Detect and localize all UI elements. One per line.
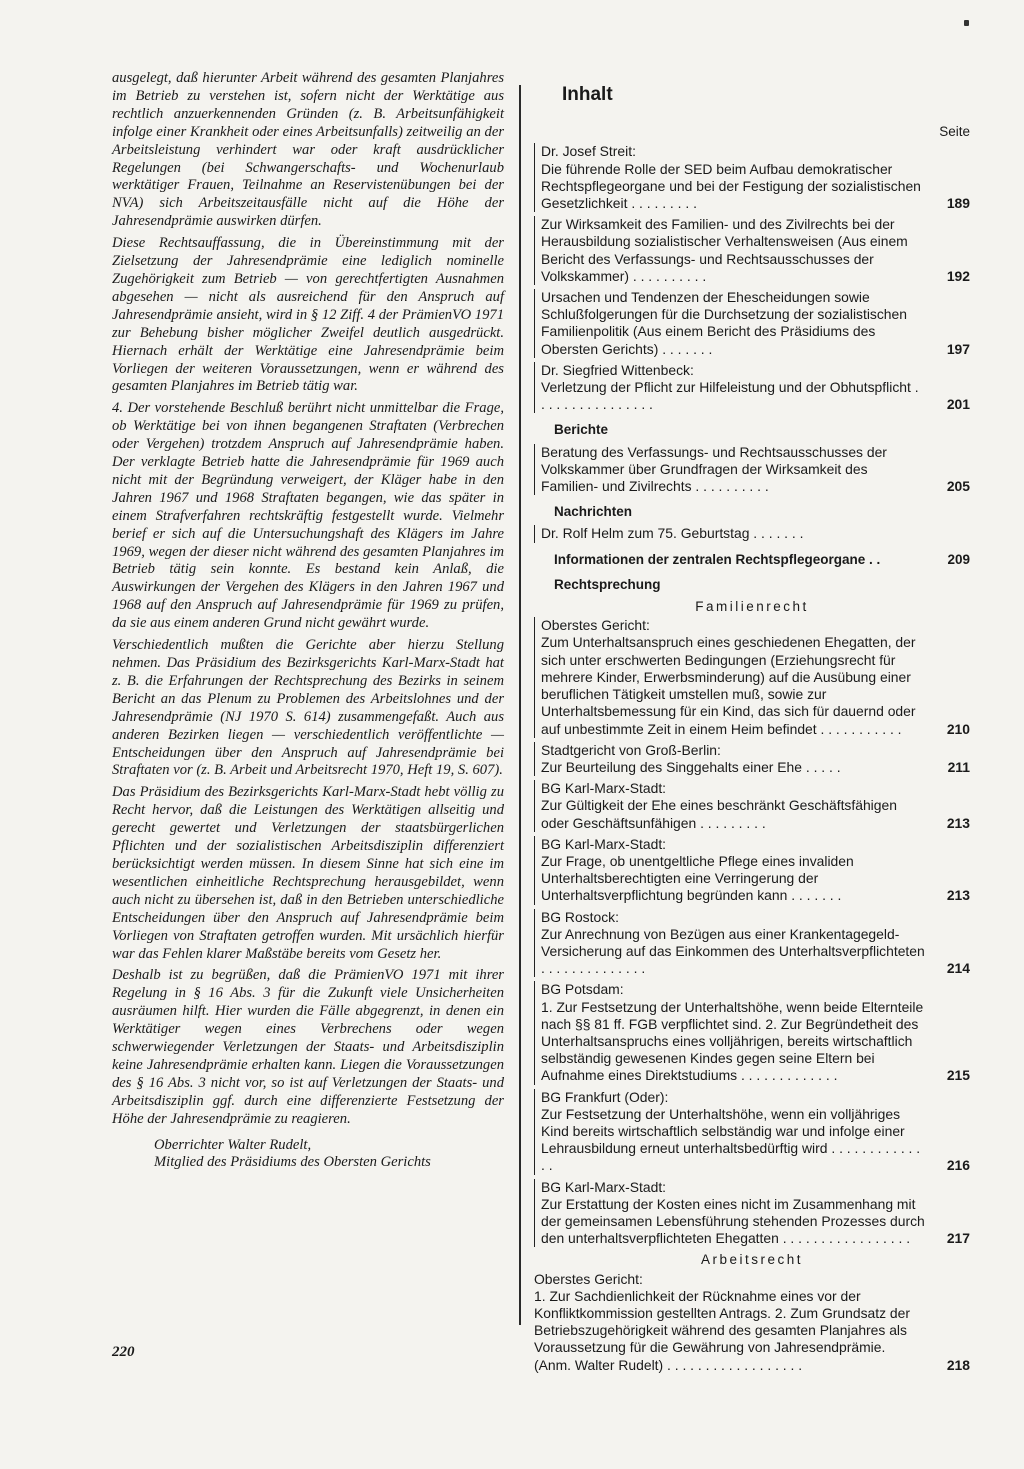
signature-title: Mitglied des Präsidiums des Obersten Gerichts: [154, 1154, 431, 1171]
toc-entry-court: BG Karl-Marx-Stadt:: [541, 835, 667, 852]
toc-entry-title: Zur Erstattung der Kosten eines nicht im Zusammenhang mit der gemeinsamen Lebensführung stehenden Prozesses durch den unterhaltsverpflichteten Ehegatten . . . . . . . . . . . . . . . . .: [541, 1195, 925, 1247]
section-heading-nachrichten: Nachrichten: [554, 504, 633, 520]
toc-entry[interactable]: [534, 909, 970, 978]
toc-entry-title: Zur Anrechnung von Bezügen aus einer Krankentagegeld-Versicherung auf das Einkommen des Unterhaltsverpflichteten . . . . . . . . . . . . . .: [541, 925, 925, 977]
toc-entry-page: 209: [947, 551, 970, 567]
toc-entry-page: 214: [946, 960, 970, 977]
article-paragraph: 4. Der vorstehende Beschluß berührt nicht unmittelbar die Frage, ob Werktätige bei von ihnen begangenen Straftaten (Verbrechen oder Vergehen) trotzdem Anspruch auf Jahresendprämie haben. Der verklagte Betrieb hatte die Jahresendprämie für 1969 auch nicht mit der Begründung verweigert, der Kläger habe in den Jahren 1967 und 1968 Straftaten begangen, wie das später in einem Strafverfahren rechtskräftig festgestellt wurde. Vielmehr berief er sich auf die Untersuchungshaft des Klägers im Jahre 1969, wegen der dieser nicht während des gesamten Planjahres im Betrieb tätig sein konnte. Es bestand kein Anlaß, die Auswirkungen der Vergehen des Klägers in den Jahren 1967 und 1968 auf den Anspruch auf Jahresendprämie für 1969 zu prüfen, da sie aus einem anderen Grund nicht gewährt wurde.: [112, 400, 504, 632]
toc-entry[interactable]: [534, 143, 970, 212]
toc-entry-court: BG Rostock:: [541, 908, 619, 925]
toc-entry-title: 1. Zur Festsetzung der Unterhaltshöhe, wenn beide Elternteile nach §§ 81 ff. FGB verpflichtet sind. 2. Zur Begründetheit des Unterhaltsanspruchs eines volljährigen, bereits wirtschaftlich selbständig gewesenen Kindes gegen seine Eltern bei Aufnahme eines Direktstudiums . . . . . . . . . . . . .: [541, 998, 924, 1084]
toc-entry-page: 201: [946, 396, 970, 413]
toc-entry-court: BG Frankfurt (Oder):: [541, 1088, 669, 1105]
toc-entry-page: 211: [947, 758, 970, 775]
toc-entry-court: BG Potsdam:: [541, 981, 624, 998]
article-text-column: [112, 70, 504, 1172]
toc-entry[interactable]: [534, 780, 970, 832]
toc-entry[interactable]: [534, 742, 970, 776]
toc-entry-author: Dr. Siegfried Wittenbeck:: [541, 361, 694, 378]
signature-name: Oberrichter Walter Rudelt,: [154, 1136, 312, 1153]
toc-entry-title: Informationen der zentralen Rechtspflegeorgane . .: [554, 551, 881, 567]
toc-entry-title: Verletzung der Pflicht zur Hilfeleistung und der Obhutspflicht . . . . . . . . . . . . . . . .: [541, 379, 919, 413]
toc-entry[interactable]: [534, 444, 970, 496]
toc-entry-title: Beratung des Verfassungs- und Rechtsausschusses der Volkskammer über Grundfragen der Wirksamkeit des Familien- und Zivilrechts . . . . . . . . . .: [541, 443, 887, 495]
toc-entry-court: Oberstes Gericht:: [534, 1270, 643, 1287]
toc-entry-page: 189: [946, 195, 970, 212]
page-number: 220: [112, 1344, 135, 1360]
toc-entry-page: 217: [946, 1230, 970, 1247]
article-paragraph: Das Präsidium des Bezirksgerichts Karl-Marx-Stadt hebt völlig zu Recht hervor, daß die Leistungen des Werktätigen allseitig und gerecht gewertet und Verletzungen der staatsbürgerlichen Pflichten und der sozialistischen Arbeitsdisziplin differenziert berücksichtigt werden müssen. In diesem Sinne hat sich eine im wesentlichen einheitliche Rechtsprechung herausgebildet, wenn auch nicht zu übersehen ist, daß in den Betrieben unterschiedliche Entscheidungen über den Anspruch auf Jahresendprämie beim Vorliegen von Straftaten getroffen wurden. Mit ursächlich hierfür war das Fehlen klarer Maßstäbe bereits vom Gesetz her.: [112, 784, 504, 962]
toc-entry[interactable]: [534, 289, 970, 358]
article-paragraph: ausgelegt, daß hierunter Arbeit während des gesamten Planjahres im Betrieb zu verstehen ist, sofern nicht der Werktätige aus rechtlich anzuerkennenden Gründen (z. B. Arbeitsunfähigkeit infolge einer Krankheit oder eines Arbeitsunfalls) zeitweilig an der Arbeitsleistung verhindert war oder kraft ausdrücklicher Regelungen (bei Schwangerschafts- und Wochenurlaub werktätiger Frauen, Teilnahme an Reservistenübungen bei der NVA) sich Arbeitszeitausfälle nicht auf die Höhe der Jahresendprämie auswirken dürfen.: [112, 70, 504, 230]
page-column-label: Seite: [939, 124, 970, 140]
toc-entry-title: Zur Wirksamkeit des Familien- und des Zivilrechts bei der Herausbildung sozialistischer Verhaltensweisen (Aus einem Bericht des Verfassungs- und Rechtsausschusses der Volkskammer) . . . . . . . . . .: [541, 216, 908, 284]
toc-title: Inhalt: [562, 84, 613, 105]
toc-entry-title: Zur Festsetzung der Unterhaltshöhe, wenn ein volljähriges Kind bereits wirtschaftlich selbständig war und infolge einer Lehrausbildung erneut unterhaltsbedürftig wird . . . . . . . . . . . . . .: [541, 1105, 921, 1174]
toc-entry[interactable]: [534, 836, 970, 905]
toc-entry[interactable]: [534, 525, 970, 542]
toc-entry-court: Oberstes Gericht:: [541, 617, 650, 634]
article-paragraph: Deshalb ist zu begrüßen, daß die PrämienVO 1971 mit ihrer Regelung in § 16 Abs. 3 für die Zukunft viele Unsicherheiten ausräumen hilft. Hier wurden die Fälle abgegrenzt, in denen ein Werktätiger wegen eines Verbrechens oder wegen schwerwiegender Verletzungen der Staats- und Arbeitsdisziplin keine Jahresendprämie erhalten kann. Liegen die Voraussetzungen des § 16 Abs. 3 nicht vor, so ist auf Verletzungen der Staats- und Arbeitsdisziplin ggf. durch eine differenzierte Festsetzung der Höhe der Jahresendprämie zu reagieren.: [112, 967, 504, 1127]
toc-entry[interactable]: [534, 981, 970, 1084]
toc-entry[interactable]: [534, 1271, 970, 1374]
toc-entry-court: BG Karl-Marx-Stadt:: [541, 780, 667, 797]
section-heading-rechtsprechung: Rechtsprechung: [554, 576, 661, 592]
toc-entry-page: 205: [946, 478, 970, 495]
article-paragraph: Diese Rechtsauffassung, die in Übereinstimmung mit der Zielsetzung der Jahresendprämie eine lediglich nominelle Zugehörigkeit zum Betrieb — von gerechtfertigten Ausnahmen abgesehen — nicht als ausreichend für den Anspruch auf Jahresendprämie ansieht, wird in § 12 Ziff. 4 der PrämienVO 1971 zur Behebung bisher möglicher Zweifel deutlich ausgedrückt. Hiernach erhält der Werktätige eine Jahresendprämie beim Vorliegen der weiteren Voraussetzungen, wenn er während des gesamten Planjahres im Betrieb tätig war.: [112, 235, 504, 395]
toc-entry[interactable]: [534, 216, 970, 285]
table-of-contents: [534, 82, 970, 1378]
toc-entry-title: Zur Beurteilung des Singgehalts einer Ehe . . . . .: [541, 758, 841, 775]
toc-entry[interactable]: [534, 1179, 970, 1248]
toc-entry-page: 216: [946, 1157, 970, 1174]
toc-entry-page: 213: [946, 814, 970, 831]
toc-entry-page: 213: [946, 887, 970, 904]
toc-entry-title: Zur Frage, ob unentgeltliche Pflege eines invaliden Unterhaltsberechtigten eine Verringerung der Unterhaltsverpflichtung begründen kann . . . . . . .: [541, 852, 854, 904]
toc-entry[interactable]: [534, 617, 970, 737]
toc-entry-author: Dr. Josef Streit:: [541, 143, 636, 160]
toc-entry-page: 215: [946, 1067, 970, 1084]
toc-entry-title: Dr. Rolf Helm zum 75. Geburtstag . . . . . . .: [541, 525, 804, 542]
subsection-heading-familienrecht: Familienrecht: [695, 599, 809, 615]
toc-entry-title: Ursachen und Tendenzen der Ehescheidungen sowie Schlußfolgerungen für die Durchsetzung der sozialistischen Familienpolitik (Aus einem Bericht des Präsidiums des Obersten Gerichts) . . . . . . .: [541, 289, 907, 357]
toc-entry-court: BG Karl-Marx-Stadt:: [541, 1178, 667, 1195]
toc-entry[interactable]: [534, 362, 970, 414]
column-divider: [519, 85, 521, 1325]
author-signature: [112, 1137, 504, 1173]
toc-entry-page: 210: [946, 720, 970, 737]
toc-entry-page: 192: [946, 267, 970, 284]
toc-entry-page: 197: [946, 340, 970, 357]
toc-entry-title: 1. Zur Sachdienlichkeit der Rücknahme eines vor der Konfliktkommission gestellten Antrags. 2. Zum Grundsatz der Betriebszugehörigkeit während des gesamten Planjahres als Voraussetzung für die Gewährung von Jahresendprämie. (Anm. Walter Rudelt) . . . . . . . . . . . . . . . . . .: [534, 1287, 910, 1373]
toc-entry-informationen[interactable]: [554, 551, 970, 568]
corner-mark: [964, 20, 969, 26]
toc-entry-court: Stadtgericht von Groß-Berlin:: [541, 741, 721, 758]
toc-entry-title: Zur Gültigkeit der Ehe eines beschränkt Geschäftsfähigen oder Geschäftsunfähigen . . . . . . . . .: [541, 797, 897, 831]
toc-entry[interactable]: [534, 1089, 970, 1175]
section-heading-berichte: Berichte: [554, 422, 609, 438]
article-paragraph: Verschiedentlich mußten die Gerichte aber hierzu Stellung nehmen. Das Präsidium des Bezirksgerichts Karl-Marx-Stadt hat z. B. die Erfahrungen der Rechtsprechung des Bezirks in seinem Bericht an das Plenum zu Problemen des Arbeitslohnes und der Jahresendprämie (NJ 1970 S. 614) zusammengefaßt. Auch aus anderen Bezirken liegen — verschiedentlich veröffentlichte — Entscheidungen über den Anspruch auf Jahresendprämie bei Straftaten vor (z. B. Arbeit und Arbeitsrecht 1970, Heft 19, S. 607).: [112, 637, 504, 779]
toc-entry-title: Zum Unterhaltsanspruch eines geschiedenen Ehegatten, der sich unter erschwerten Bedingungen (Erziehungsrecht für mehrere Kinder, Erwerbsminderung) auf die Ausübung einer beruflichen Tätigkeit umstellen muß, sowie zur Unterhaltsbemessung für ein Kind, das sich für dauernd oder auf unbestimmte Zeit in einem Heim befindet . . . . . . . . . . .: [541, 634, 916, 737]
toc-entry-title: Die führende Rolle der SED beim Aufbau demokratischer Rechtspflegeorgane und bei der Festigung der sozialistischen Gesetzlichkeit . . . . . . . . .: [541, 160, 921, 212]
toc-entry-page: 218: [946, 1356, 970, 1373]
subsection-heading-arbeitsrecht: Arbeitsrecht: [700, 1252, 804, 1268]
